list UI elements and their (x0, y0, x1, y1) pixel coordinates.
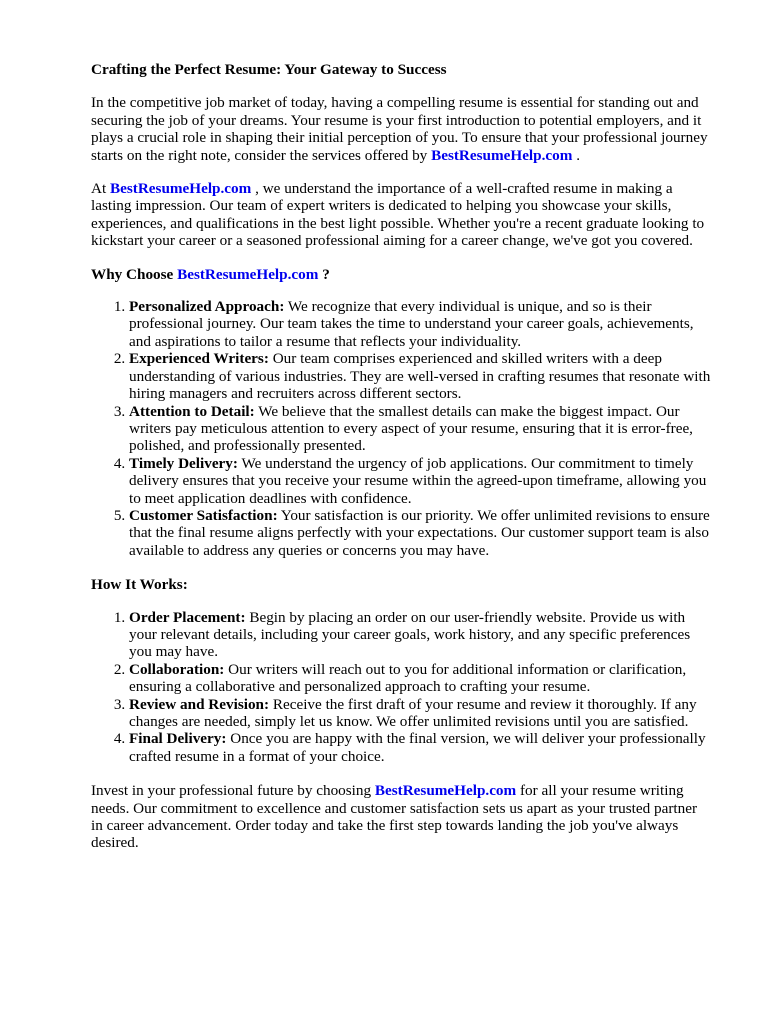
how-list-item (129, 730, 712, 765)
why-item-text: Our team comprises experienced and skilled writers with a deep understanding of various industries. They are well-versed in crafting resumes that resonate with hiring managers and recruiters across different sectors. (129, 350, 711, 403)
why-list-item (129, 455, 712, 507)
second-paragraph (91, 180, 712, 250)
why-item-title: Personalized Approach: (129, 298, 285, 316)
how-item-title: Collaboration: (129, 660, 225, 678)
why-list (91, 298, 712, 559)
intro-paragraph (91, 94, 712, 164)
how-item-text: Begin by placing an order on our user-friendly website. Provide us with your relevant details, including your career goals, work history, and any specific preferences you may have. (129, 608, 691, 661)
why-list-item (129, 403, 712, 455)
how-item-title: Review and Revision: (129, 695, 270, 713)
how-item-title: Final Delivery: (129, 730, 227, 748)
closing-text-start: Invest in your professional future by choosing (91, 782, 375, 800)
how-item-title: Order Placement: (129, 608, 246, 626)
why-heading-prefix: Why Choose (91, 265, 178, 283)
how-item-text: Once you are happy with the final version, we will deliver your professionally crafted resume in a format of your choice. (129, 730, 706, 765)
why-item-title: Attention to Detail: (129, 402, 255, 420)
why-item-text: We believe that the smallest details can make the biggest impact. Our writers pay meticulous attention to every aspect of your resume, ensuring that it is error-free, polished, and professionally presented. (129, 402, 693, 455)
how-list-item (129, 609, 712, 661)
second-link[interactable]: BestResumeHelp.com (109, 180, 252, 198)
why-item-text: We understand the urgency of job applications. Our commitment to timely delivery ensures that you receive your resume within the agreed-upon timeframe, allowing you to meet application deadlines with confidence. (129, 454, 707, 507)
second-text: , we understand the importance of a well-crafted resume in making a lasting impression. Our team of expert writers is dedicated to helping you showcase your skills, experiences, and qualifications in the best light possible. Whether you're a recent graduate looking to kickstart your career or a seasoned professional aiming for a career change, we've got you covered. (91, 180, 705, 250)
why-item-text: We recognize that every individual is unique, and so is their professional journey. Our team takes the time to understand your career goals, achievements, and aspirations to tailor a resume that reflects your individuality. (129, 298, 694, 350)
intro-link[interactable]: BestResumeHelp.com (431, 146, 573, 164)
why-item-title: Customer Satisfaction: (129, 506, 278, 524)
why-list-item (129, 298, 712, 350)
why-heading (91, 266, 712, 283)
why-item-text: Your satisfaction is our priority. We offer unlimited revisions to ensure that the final resume aligns perfectly with your expectations. Our customer support team is also available to address any queries or concerns you may have. (129, 506, 710, 559)
how-list-item (129, 696, 712, 731)
document-title: Crafting the Perfect Resume: Your Gateway to Success (91, 61, 447, 78)
why-item-title: Experienced Writers: (129, 350, 269, 368)
intro-text-end: . (572, 146, 580, 164)
why-heading-suffix: ? (318, 265, 330, 283)
why-list-item (129, 507, 712, 559)
how-list-item (129, 661, 712, 696)
second-text-start: At (91, 180, 110, 198)
closing-text: for all your resume writing needs. Our commitment to excellence and customer satisfaction sets us apart as your trusted partner in career advancement. Order today and take the first step towards landing the job you've always desired. (91, 782, 698, 852)
why-item-title: Timely Delivery: (129, 454, 238, 472)
how-item-text: Our writers will reach out to you for additional information or clarification, ensuring a collaborative and personalized approach to crafting your resume. (129, 660, 687, 696)
why-heading-link[interactable]: BestResumeHelp.com (177, 265, 319, 283)
closing-paragraph (91, 782, 712, 852)
how-list (91, 609, 712, 766)
how-item-text: Receive the first draft of your resume and review it thoroughly. If any changes are needed, simply let us know. We offer unlimited revisions until you are satisfied. (129, 695, 697, 730)
closing-link[interactable]: BestResumeHelp.com (374, 782, 517, 800)
why-list-item (129, 350, 712, 402)
intro-text: In the competitive job market of today, having a compelling resume is essential for standing out and securing the job of your dreams. Your resume is your first introduction to potential employers, and it plays a crucial role in shaping their initial perception of you. To ensure that your professional journey starts on the right note, consider the services offered by (91, 94, 708, 164)
how-heading: How It Works: (91, 576, 188, 594)
